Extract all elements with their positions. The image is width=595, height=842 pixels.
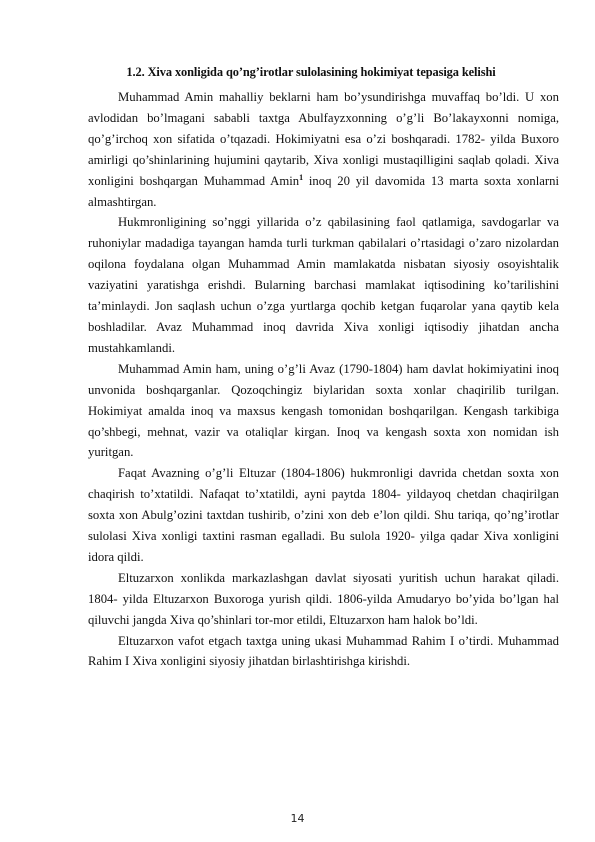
page-number: 14 bbox=[290, 812, 305, 825]
paragraph-6: Eltuzarxon vafot etgach taxtga uning ukasi Muhammad Rahim I o’tirdi. Muhammad Rahim I Xiva xonligini siyosiy jihatdan birlashtirishga kirishdi. bbox=[88, 633, 559, 669]
paragraph-1-text: Muhammad Amin mahalliy beklarni ham bo’ysundirishga muvaffaq bo’ldi. U xon avlodidan bo’lmagani sababli taxtga Abulfayzxonning o’g’li Bo’lakayxonni nomiga, qo’g’irchoq xon sifatida o’tqazadi. Hokimiyatni esa o’zi boshqaradi. 1782- yilda Buxoro amirligi qo’shinlarining hujumini qaytarib, Xiva xonligi mustaqilligini saqlab qoladi. Xiva xonligini boshqargan Muhammad Amin bbox=[88, 90, 559, 188]
paragraph-4: Faqat Avazning o’g’li Eltuzar (1804-1806) hukmronligi davrida chetdan soxta xon chaqirish to’xtatildi. Nafaqat to’xtatildi, ayni paytda 1804- yildayoq chetdan chaqirilgan soxta xon Abulg’ozini taxtdan tushirib, o’zini xon deb e’lon qildi. Shu tariqa, qo’ng’irotlar sulolasi Xiva xonligi taxtini rasman egalladi. Bu sulola 1920- yilga qadar Xiva xonligini idora qildi. bbox=[88, 466, 559, 564]
footnote-reference[interactable]: 1 bbox=[299, 172, 304, 182]
paragraph-5: Eltuzarxon xonlikda markazlashgan davlat siyosati yuritish uchun harakat qiladi. 1804- yilda Eltuzarxon Buxoroga yurish qildi. 1806-yilda Amudaryo bo’yida bo’lgan hal qiluvchi jangda Xiva qo’shinlari tor-mor etildi, Eltuzarxon ham halok bo’ldi. bbox=[88, 570, 559, 627]
body-text bbox=[88, 87, 559, 672]
paragraph-1-text-continued: inoq 20 yil davomida 13 marta soxta xonlarni almashtirgan. bbox=[88, 173, 559, 209]
paragraph-1 bbox=[88, 87, 559, 212]
paragraph-3: Muhammad Amin ham, uning o’g’li Avaz (1790-1804) ham davlat hokimiyatini inoq unvonida boshqarganlar. Qozoqchingiz biylaridan soxta xonlar chaqirilib turilgan. Hokimiyat amalda inoq va maxsus kengash tomonidan boshqarilgan. Kengash tarkibiga qo’shbegi, mehnat, vazir va otaliqlar kirgan. Inoq va kengash soxta xon nomidan ish yuritgan. bbox=[88, 361, 559, 460]
section-heading: 1.2. Xiva xonligida qo’ng’irotlar sulolasining hokimiyat tepasiga kelishi bbox=[126, 65, 496, 79]
paragraph-2: Hukmronligining so’nggi yillarida o’z qabilasining faol qatlamiga, savdogarlar va ruhoniylar madadiga tayangan hamda turli turkman qabilalari o’rtasidagi o’zaro nizolardan oqilona foydalana olgan Muhammad Amin mamlakatda nisbatan siyosiy osoyishtalik vaziyatini yaratishga erishdi. Bularning barchasi mamlakat iqtisodining ko’tarilishini ta’minlaydi. Jon saqlash uchun o’zga yurtlarga qochib ketgan fuqarolar yana qaytib kela boshladilar. Avaz Muhammad inoq davrida Xiva xonligi iqtisodiy jihatdan ancha mustahkamlandi. bbox=[88, 215, 559, 355]
